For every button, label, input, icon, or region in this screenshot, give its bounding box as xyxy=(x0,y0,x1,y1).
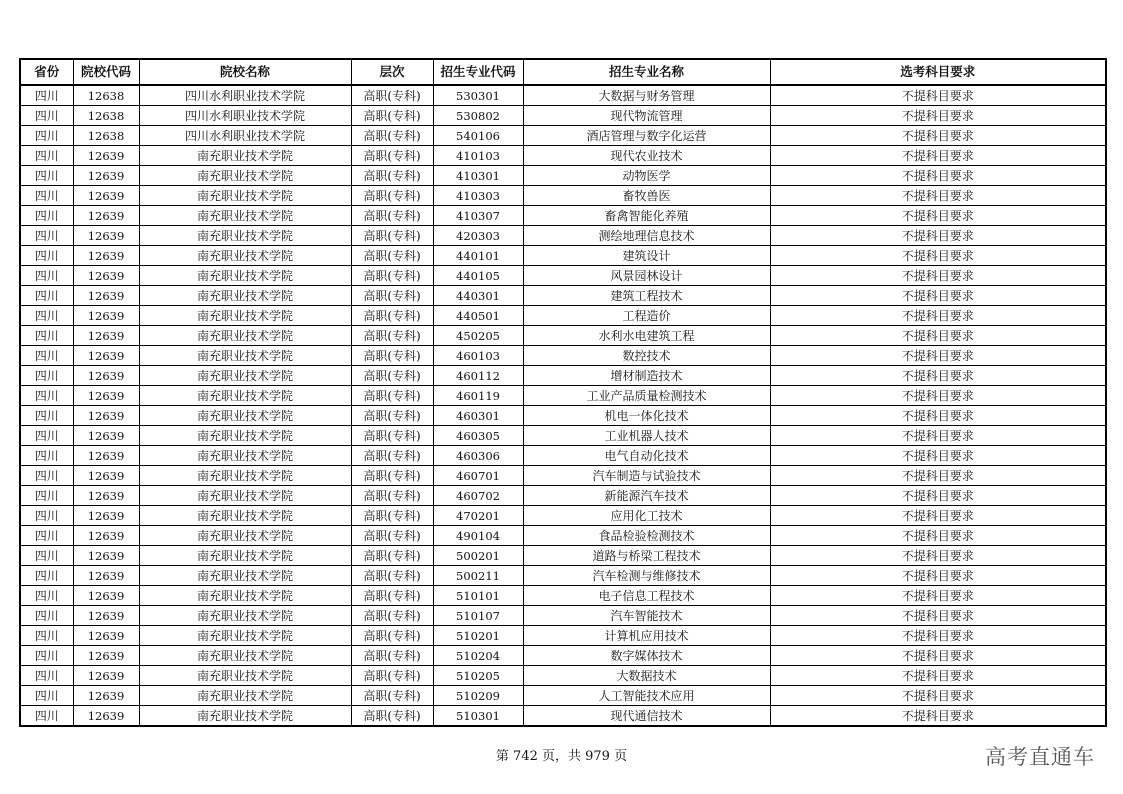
cell-province: 四川 xyxy=(20,666,73,686)
cell-level: 高职(专科) xyxy=(351,186,433,206)
cell-province: 四川 xyxy=(20,646,73,666)
table-row xyxy=(20,526,1106,546)
cell-subject-requirement: 不提科目要求 xyxy=(770,526,1106,546)
table-row xyxy=(20,586,1106,606)
cell-school-code: 12639 xyxy=(73,306,139,326)
cell-major-name: 新能源汽车技术 xyxy=(523,486,770,506)
cell-school-name: 南充职业技术学院 xyxy=(139,686,351,706)
cell-province: 四川 xyxy=(20,466,73,486)
cell-subject-requirement: 不提科目要求 xyxy=(770,146,1106,166)
cell-major-name: 现代农业技术 xyxy=(523,146,770,166)
cell-level: 高职(专科) xyxy=(351,106,433,126)
cell-school-name: 南充职业技术学院 xyxy=(139,566,351,586)
cell-school-code: 12639 xyxy=(73,246,139,266)
cell-level: 高职(专科) xyxy=(351,246,433,266)
table-row xyxy=(20,706,1106,727)
cell-school-name: 南充职业技术学院 xyxy=(139,306,351,326)
cell-school-name: 南充职业技术学院 xyxy=(139,626,351,646)
cell-school-code: 12639 xyxy=(73,606,139,626)
cell-level: 高职(专科) xyxy=(351,306,433,326)
header-subject-requirement: 选考科目要求 xyxy=(770,59,1106,85)
cell-level: 高职(专科) xyxy=(351,226,433,246)
cell-major-name: 汽车智能技术 xyxy=(523,606,770,626)
cell-school-code: 12639 xyxy=(73,646,139,666)
cell-level: 高职(专科) xyxy=(351,126,433,146)
cell-level: 高职(专科) xyxy=(351,326,433,346)
cell-major-code: 420303 xyxy=(433,226,523,246)
cell-level: 高职(专科) xyxy=(351,646,433,666)
cell-school-name: 南充职业技术学院 xyxy=(139,646,351,666)
cell-level: 高职(专科) xyxy=(351,626,433,646)
cell-major-name: 建筑设计 xyxy=(523,246,770,266)
cell-province: 四川 xyxy=(20,486,73,506)
cell-level: 高职(专科) xyxy=(351,586,433,606)
cell-major-code: 530802 xyxy=(433,106,523,126)
cell-subject-requirement: 不提科目要求 xyxy=(770,126,1106,146)
table-row xyxy=(20,85,1106,106)
cell-school-name: 南充职业技术学院 xyxy=(139,366,351,386)
cell-province: 四川 xyxy=(20,506,73,526)
cell-major-code: 460119 xyxy=(433,386,523,406)
table-row xyxy=(20,106,1106,126)
cell-level: 高职(专科) xyxy=(351,486,433,506)
cell-subject-requirement: 不提科目要求 xyxy=(770,326,1106,346)
cell-province: 四川 xyxy=(20,326,73,346)
cell-level: 高职(专科) xyxy=(351,466,433,486)
cell-school-code: 12638 xyxy=(73,126,139,146)
table-row xyxy=(20,566,1106,586)
cell-province: 四川 xyxy=(20,626,73,646)
cell-province: 四川 xyxy=(20,546,73,566)
cell-school-code: 12639 xyxy=(73,206,139,226)
cell-school-name: 南充职业技术学院 xyxy=(139,426,351,446)
cell-major-code: 530301 xyxy=(433,85,523,106)
cell-major-name: 人工智能技术应用 xyxy=(523,686,770,706)
cell-school-code: 12639 xyxy=(73,186,139,206)
cell-school-code: 12639 xyxy=(73,666,139,686)
cell-province: 四川 xyxy=(20,366,73,386)
cell-major-code: 470201 xyxy=(433,506,523,526)
table-row xyxy=(20,186,1106,206)
cell-school-code: 12639 xyxy=(73,486,139,506)
cell-major-name: 现代物流管理 xyxy=(523,106,770,126)
table-row xyxy=(20,166,1106,186)
cell-school-code: 12639 xyxy=(73,366,139,386)
cell-major-code: 510209 xyxy=(433,686,523,706)
table-row xyxy=(20,366,1106,386)
cell-subject-requirement: 不提科目要求 xyxy=(770,486,1106,506)
cell-major-code: 460112 xyxy=(433,366,523,386)
cell-school-code: 12639 xyxy=(73,266,139,286)
cell-subject-requirement: 不提科目要求 xyxy=(770,546,1106,566)
cell-level: 高职(专科) xyxy=(351,566,433,586)
header-row xyxy=(20,59,1106,85)
cell-subject-requirement: 不提科目要求 xyxy=(770,566,1106,586)
cell-level: 高职(专科) xyxy=(351,85,433,106)
cell-school-code: 12639 xyxy=(73,286,139,306)
cell-major-name: 风景园林设计 xyxy=(523,266,770,286)
cell-province: 四川 xyxy=(20,566,73,586)
page-number: 第 742 页，共 979 页 xyxy=(495,749,628,764)
cell-subject-requirement: 不提科目要求 xyxy=(770,506,1106,526)
cell-major-name: 水利水电建筑工程 xyxy=(523,326,770,346)
cell-level: 高职(专科) xyxy=(351,706,433,727)
cell-major-name: 畜牧兽医 xyxy=(523,186,770,206)
cell-school-name: 四川水利职业技术学院 xyxy=(139,85,351,106)
table-row xyxy=(20,626,1106,646)
cell-major-code: 410307 xyxy=(433,206,523,226)
cell-school-name: 南充职业技术学院 xyxy=(139,506,351,526)
table-row xyxy=(20,466,1106,486)
cell-major-code: 510205 xyxy=(433,666,523,686)
cell-school-name: 南充职业技术学院 xyxy=(139,246,351,266)
cell-level: 高职(专科) xyxy=(351,526,433,546)
cell-major-name: 现代通信技术 xyxy=(523,706,770,727)
cell-level: 高职(专科) xyxy=(351,146,433,166)
cell-level: 高职(专科) xyxy=(351,286,433,306)
cell-subject-requirement: 不提科目要求 xyxy=(770,266,1106,286)
cell-province: 四川 xyxy=(20,85,73,106)
cell-school-name: 南充职业技术学院 xyxy=(139,586,351,606)
cell-subject-requirement: 不提科目要求 xyxy=(770,306,1106,326)
cell-province: 四川 xyxy=(20,526,73,546)
cell-school-name: 南充职业技术学院 xyxy=(139,546,351,566)
table-row xyxy=(20,246,1106,266)
cell-level: 高职(专科) xyxy=(351,406,433,426)
cell-level: 高职(专科) xyxy=(351,386,433,406)
cell-province: 四川 xyxy=(20,206,73,226)
table-row xyxy=(20,226,1106,246)
cell-subject-requirement: 不提科目要求 xyxy=(770,366,1106,386)
cell-province: 四川 xyxy=(20,146,73,166)
cell-subject-requirement: 不提科目要求 xyxy=(770,346,1106,366)
cell-school-name: 南充职业技术学院 xyxy=(139,146,351,166)
table-row xyxy=(20,446,1106,466)
cell-subject-requirement: 不提科目要求 xyxy=(770,406,1106,426)
cell-province: 四川 xyxy=(20,346,73,366)
cell-subject-requirement: 不提科目要求 xyxy=(770,206,1106,226)
cell-major-code: 510301 xyxy=(433,706,523,727)
cell-school-code: 12639 xyxy=(73,466,139,486)
cell-major-name: 工业产品质量检测技术 xyxy=(523,386,770,406)
cell-major-name: 酒店管理与数字化运营 xyxy=(523,126,770,146)
cell-major-name: 机电一体化技术 xyxy=(523,406,770,426)
cell-level: 高职(专科) xyxy=(351,426,433,446)
cell-major-name: 工业机器人技术 xyxy=(523,426,770,446)
table-row xyxy=(20,646,1106,666)
cell-major-code: 460305 xyxy=(433,426,523,446)
cell-school-name: 南充职业技术学院 xyxy=(139,266,351,286)
cell-school-code: 12639 xyxy=(73,546,139,566)
cell-subject-requirement: 不提科目要求 xyxy=(770,426,1106,446)
cell-major-code: 440301 xyxy=(433,286,523,306)
cell-school-name: 南充职业技术学院 xyxy=(139,406,351,426)
cell-school-code: 12639 xyxy=(73,706,139,727)
cell-school-code: 12639 xyxy=(73,426,139,446)
table-row xyxy=(20,326,1106,346)
cell-major-name: 畜禽智能化养殖 xyxy=(523,206,770,226)
cell-province: 四川 xyxy=(20,606,73,626)
cell-province: 四川 xyxy=(20,586,73,606)
cell-school-name: 南充职业技术学院 xyxy=(139,486,351,506)
cell-school-name: 南充职业技术学院 xyxy=(139,346,351,366)
cell-school-name: 南充职业技术学院 xyxy=(139,206,351,226)
table-row xyxy=(20,126,1106,146)
cell-major-code: 410303 xyxy=(433,186,523,206)
cell-province: 四川 xyxy=(20,386,73,406)
table-row xyxy=(20,146,1106,166)
cell-province: 四川 xyxy=(20,406,73,426)
table-row xyxy=(20,486,1106,506)
cell-major-name: 测绘地理信息技术 xyxy=(523,226,770,246)
cell-school-name: 南充职业技术学院 xyxy=(139,466,351,486)
cell-province: 四川 xyxy=(20,686,73,706)
cell-major-name: 工程造价 xyxy=(523,306,770,326)
table-row xyxy=(20,386,1106,406)
cell-subject-requirement: 不提科目要求 xyxy=(770,446,1106,466)
table-row xyxy=(20,666,1106,686)
cell-school-name: 南充职业技术学院 xyxy=(139,526,351,546)
cell-province: 四川 xyxy=(20,106,73,126)
cell-level: 高职(专科) xyxy=(351,266,433,286)
cell-level: 高职(专科) xyxy=(351,606,433,626)
cell-major-name: 大数据与财务管理 xyxy=(523,85,770,106)
table-row xyxy=(20,426,1106,446)
cell-level: 高职(专科) xyxy=(351,446,433,466)
cell-major-code: 540106 xyxy=(433,126,523,146)
cell-province: 四川 xyxy=(20,286,73,306)
cell-school-name: 南充职业技术学院 xyxy=(139,666,351,686)
header-school-name: 院校名称 xyxy=(139,59,351,85)
cell-school-name: 南充职业技术学院 xyxy=(139,166,351,186)
cell-major-name: 电子信息工程技术 xyxy=(523,586,770,606)
header-school-code: 院校代码 xyxy=(73,59,139,85)
cell-major-name: 建筑工程技术 xyxy=(523,286,770,306)
cell-subject-requirement: 不提科目要求 xyxy=(770,186,1106,206)
table-row xyxy=(20,346,1106,366)
cell-major-name: 应用化工技术 xyxy=(523,506,770,526)
cell-subject-requirement: 不提科目要求 xyxy=(770,226,1106,246)
cell-province: 四川 xyxy=(20,126,73,146)
cell-major-code: 510204 xyxy=(433,646,523,666)
cell-subject-requirement: 不提科目要求 xyxy=(770,386,1106,406)
cell-level: 高职(专科) xyxy=(351,366,433,386)
cell-school-code: 12639 xyxy=(73,586,139,606)
cell-major-code: 460103 xyxy=(433,346,523,366)
cell-school-name: 南充职业技术学院 xyxy=(139,386,351,406)
cell-subject-requirement: 不提科目要求 xyxy=(770,686,1106,706)
table-row xyxy=(20,406,1106,426)
header-level: 层次 xyxy=(351,59,433,85)
cell-school-code: 12639 xyxy=(73,326,139,346)
cell-school-code: 12638 xyxy=(73,106,139,126)
cell-school-code: 12639 xyxy=(73,406,139,426)
cell-school-code: 12639 xyxy=(73,566,139,586)
table-row xyxy=(20,266,1106,286)
cell-level: 高职(专科) xyxy=(351,206,433,226)
table-row xyxy=(20,606,1106,626)
header-major-code: 招生专业代码 xyxy=(433,59,523,85)
cell-school-code: 12639 xyxy=(73,446,139,466)
cell-school-code: 12639 xyxy=(73,166,139,186)
cell-school-code: 12639 xyxy=(73,626,139,646)
cell-major-name: 计算机应用技术 xyxy=(523,626,770,646)
cell-school-code: 12639 xyxy=(73,526,139,546)
table-row xyxy=(20,546,1106,566)
table-header xyxy=(20,59,1106,85)
cell-major-code: 410103 xyxy=(433,146,523,166)
cell-province: 四川 xyxy=(20,446,73,466)
cell-subject-requirement: 不提科目要求 xyxy=(770,246,1106,266)
cell-province: 四川 xyxy=(20,266,73,286)
cell-province: 四川 xyxy=(20,306,73,326)
cell-major-code: 490104 xyxy=(433,526,523,546)
cell-major-code: 450205 xyxy=(433,326,523,346)
cell-school-name: 四川水利职业技术学院 xyxy=(139,106,351,126)
cell-school-code: 12639 xyxy=(73,686,139,706)
cell-subject-requirement: 不提科目要求 xyxy=(770,706,1106,727)
cell-subject-requirement: 不提科目要求 xyxy=(770,646,1106,666)
cell-school-code: 12639 xyxy=(73,506,139,526)
cell-major-code: 510101 xyxy=(433,586,523,606)
cell-province: 四川 xyxy=(20,246,73,266)
cell-major-name: 汽车制造与试验技术 xyxy=(523,466,770,486)
cell-major-code: 460702 xyxy=(433,486,523,506)
cell-major-code: 410301 xyxy=(433,166,523,186)
cell-major-name: 食品检验检测技术 xyxy=(523,526,770,546)
cell-major-code: 440105 xyxy=(433,266,523,286)
cell-subject-requirement: 不提科目要求 xyxy=(770,85,1106,106)
cell-major-code: 440501 xyxy=(433,306,523,326)
cell-major-code: 510201 xyxy=(433,626,523,646)
cell-school-name: 南充职业技术学院 xyxy=(139,326,351,346)
cell-major-name: 动物医学 xyxy=(523,166,770,186)
cell-province: 四川 xyxy=(20,166,73,186)
cell-school-name: 南充职业技术学院 xyxy=(139,186,351,206)
cell-subject-requirement: 不提科目要求 xyxy=(770,666,1106,686)
cell-major-code: 460701 xyxy=(433,466,523,486)
cell-level: 高职(专科) xyxy=(351,166,433,186)
table-row xyxy=(20,286,1106,306)
cell-school-name: 南充职业技术学院 xyxy=(139,606,351,626)
cell-school-name: 南充职业技术学院 xyxy=(139,706,351,727)
cell-school-name: 南充职业技术学院 xyxy=(139,446,351,466)
cell-school-code: 12639 xyxy=(73,146,139,166)
cell-subject-requirement: 不提科目要求 xyxy=(770,606,1106,626)
cell-major-name: 电气自动化技术 xyxy=(523,446,770,466)
cell-major-name: 道路与桥梁工程技术 xyxy=(523,546,770,566)
table-row xyxy=(20,306,1106,326)
cell-province: 四川 xyxy=(20,186,73,206)
table-row xyxy=(20,206,1106,226)
cell-subject-requirement: 不提科目要求 xyxy=(770,106,1106,126)
cell-school-code: 12639 xyxy=(73,226,139,246)
table-row xyxy=(20,686,1106,706)
cell-school-name: 南充职业技术学院 xyxy=(139,286,351,306)
cell-major-name: 汽车检测与维修技术 xyxy=(523,566,770,586)
cell-major-name: 数字媒体技术 xyxy=(523,646,770,666)
cell-level: 高职(专科) xyxy=(351,346,433,366)
cell-subject-requirement: 不提科目要求 xyxy=(770,286,1106,306)
cell-subject-requirement: 不提科目要求 xyxy=(770,586,1106,606)
cell-major-code: 460306 xyxy=(433,446,523,466)
cell-major-name: 大数据技术 xyxy=(523,666,770,686)
cell-school-name: 四川水利职业技术学院 xyxy=(139,126,351,146)
cell-major-code: 460301 xyxy=(433,406,523,426)
table-row xyxy=(20,506,1106,526)
cell-school-code: 12639 xyxy=(73,346,139,366)
cell-major-code: 500201 xyxy=(433,546,523,566)
cell-level: 高职(专科) xyxy=(351,546,433,566)
cell-subject-requirement: 不提科目要求 xyxy=(770,166,1106,186)
cell-level: 高职(专科) xyxy=(351,686,433,706)
header-major-name: 招生专业名称 xyxy=(523,59,770,85)
cell-major-name: 增材制造技术 xyxy=(523,366,770,386)
cell-province: 四川 xyxy=(20,426,73,446)
cell-school-code: 12639 xyxy=(73,386,139,406)
header-province: 省份 xyxy=(20,59,73,85)
cell-school-name: 南充职业技术学院 xyxy=(139,226,351,246)
cell-level: 高职(专科) xyxy=(351,666,433,686)
cell-major-code: 500211 xyxy=(433,566,523,586)
cell-level: 高职(专科) xyxy=(351,506,433,526)
cell-province: 四川 xyxy=(20,226,73,246)
cell-major-name: 数控技术 xyxy=(523,346,770,366)
admission-table xyxy=(19,58,1107,727)
cell-school-code: 12638 xyxy=(73,85,139,106)
cell-major-code: 510107 xyxy=(433,606,523,626)
cell-major-code: 440101 xyxy=(433,246,523,266)
cell-subject-requirement: 不提科目要求 xyxy=(770,466,1106,486)
cell-subject-requirement: 不提科目要求 xyxy=(770,626,1106,646)
watermark-logo-text: 高考直通车 xyxy=(985,745,1095,769)
cell-province: 四川 xyxy=(20,706,73,727)
table-body xyxy=(20,85,1106,726)
